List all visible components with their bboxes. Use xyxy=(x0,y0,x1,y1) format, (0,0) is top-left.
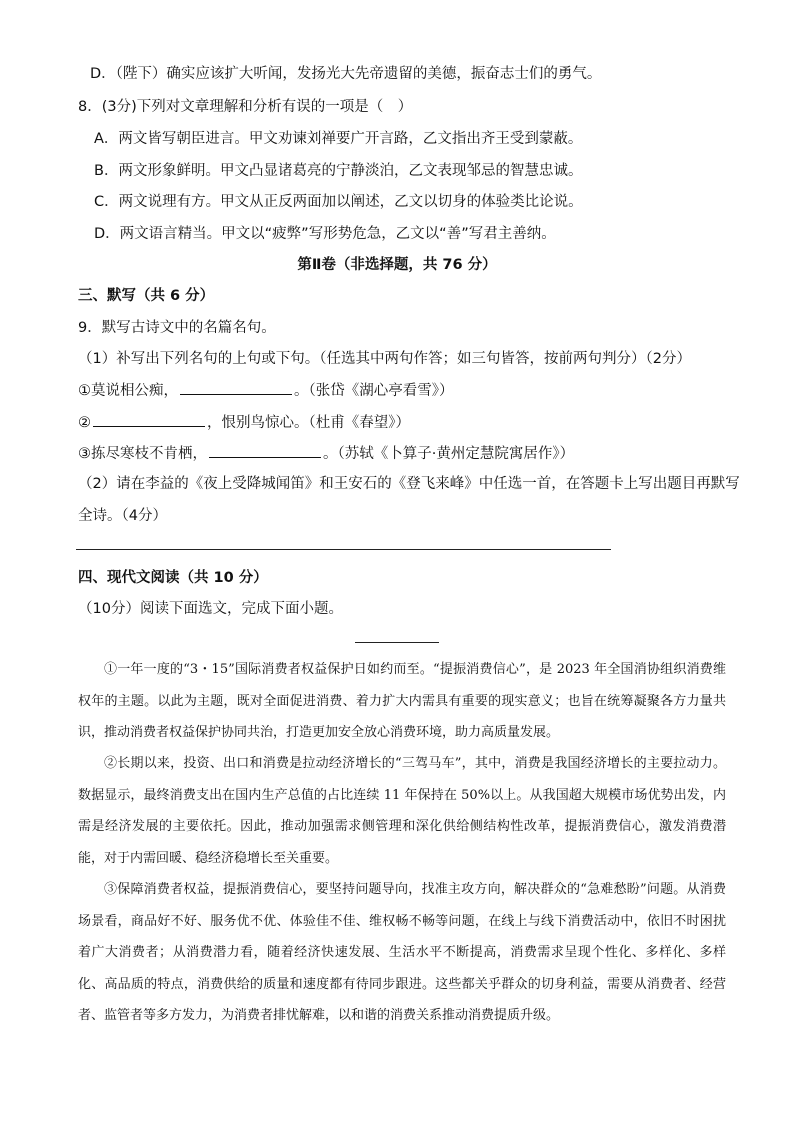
q7-option-d: D．（陛下）确实应该扩大听闻，发扬光大先帝遗留的美德，振奋志士们的勇气。 xyxy=(90,66,602,82)
item3-text-a: ③拣尽寒枝不肯栖， xyxy=(78,446,207,462)
section3-title: 三、默写（共 6 分） xyxy=(78,288,215,304)
q8-option-d: D．两文语言精当。甲文以“疲弊”写形势危急，乙文以“善”写君主善纳。 xyxy=(94,226,556,242)
q8-option-a: A．两文皆写朝臣进言。甲文劝谏刘禅要广开言路，乙文指出齐王受到蒙蔽。 xyxy=(94,131,583,147)
item2-text-a: ② xyxy=(78,415,91,431)
item2-text-b: ，恨别鸟惊心。（杜甫《春望》） xyxy=(207,415,410,431)
answer-blank-2[interactable] xyxy=(93,412,205,427)
title-blank-rule xyxy=(355,642,439,643)
item1-text-b: 。（张岱《湖心亭看雪》） xyxy=(294,383,454,399)
section4-intro: （10分）阅读下面选文，完成下面小题。 xyxy=(78,601,343,617)
q9-item3 xyxy=(78,443,574,464)
passage-paragraph-1: ①一年一度的“3・15”国际消费者权益保护日如约而至。“提振消费信心”，是 2023 年全国消协组织消费维权年的主题。以此为主题，既对全面促进消费、着力扩大内需具有重要的现实意义；也旨在统筹凝聚各方力量共识，推动消费者权益保护协同共治，打造更加安全放心消费环境，助力高质量发展。 xyxy=(78,662,726,741)
q8-option-c: C．两文说理有方。甲文从正反两面加以阐述，乙文以切身的体验类比论说。 xyxy=(94,194,583,210)
answer-rule xyxy=(76,549,611,550)
part2-title: 第Ⅱ卷（非选择题，共 76 分） xyxy=(297,257,497,273)
q9-sub1: （1）补写出下列名句的上句或下句。（任选其中两句作答；如三句皆答，按前两句判分）（2分） xyxy=(78,351,691,367)
passage-paragraph-3: ③保障消费者权益，提振消费信心，要坚持问题导向，找准主攻方向，解决群众的“急难愁盼”问题。从消费场景看，商品好不好、服务优不优、体验佳不佳、维权畅不畅等问题，在线上与线下消费活动中，依旧不时困扰着广大消费者；从消费潜力看，随着经济快速发展、生活水平不断提高，消费需求呈现个性化、多样化、多样化、高品质的特点，消费供给的质量和速度都有待同步跟进。这些都关乎群众的切身利益，需要从消费者、经营者、监管者等多方发力，为消费者排忧解难，以和谐的消费关系推动消费提质升级。 xyxy=(78,882,726,1024)
q9-sub2-line1: （2）请在李益的《夜上受降城闻笛》和王安石的《登飞来峰》中任选一首，在答题卡上写出题目再默写 xyxy=(78,476,740,492)
passage-paragraph-2: ②长期以来，投资、出口和消费是拉动经济增长的“三驾马车”，其中，消费是我国经济增长的主要拉动力。数据显示，最终消费支出在国内生产总值的占比连续 11 年保持在 50%以上。从我国超大规模市场优势出发，内需是经济发展的主要依托。因此，推动加强需求侧管理和深化供给侧结构性改革，提振消费信心，激发消费潜能，对于内需回暖、稳经济稳增长至关重要。 xyxy=(78,756,726,866)
answer-blank-1[interactable] xyxy=(180,380,292,395)
q9-stem: 9．默写古诗文中的名篇名句。 xyxy=(78,320,276,336)
q8-stem: 8．(3分)下列对文章理解和分析有误的一项是（ ） xyxy=(78,99,413,115)
item1-text-a: ①莫说相公痴， xyxy=(78,383,178,399)
item3-text-b: 。（苏轼《卜算子·黄州定慧院寓居作》） xyxy=(323,446,575,462)
q9-item1 xyxy=(78,380,454,401)
q8-option-b: B．两文形象鲜明。甲文凸显诸葛亮的宁静淡泊，乙文表现邹忌的智慧忠诚。 xyxy=(94,163,583,179)
section4-title: 四、现代文阅读（共 10 分） xyxy=(78,570,268,586)
answer-blank-3[interactable] xyxy=(209,443,321,458)
q9-item2 xyxy=(78,412,410,433)
q9-sub2-line2: 全诗。（4分） xyxy=(78,508,167,524)
